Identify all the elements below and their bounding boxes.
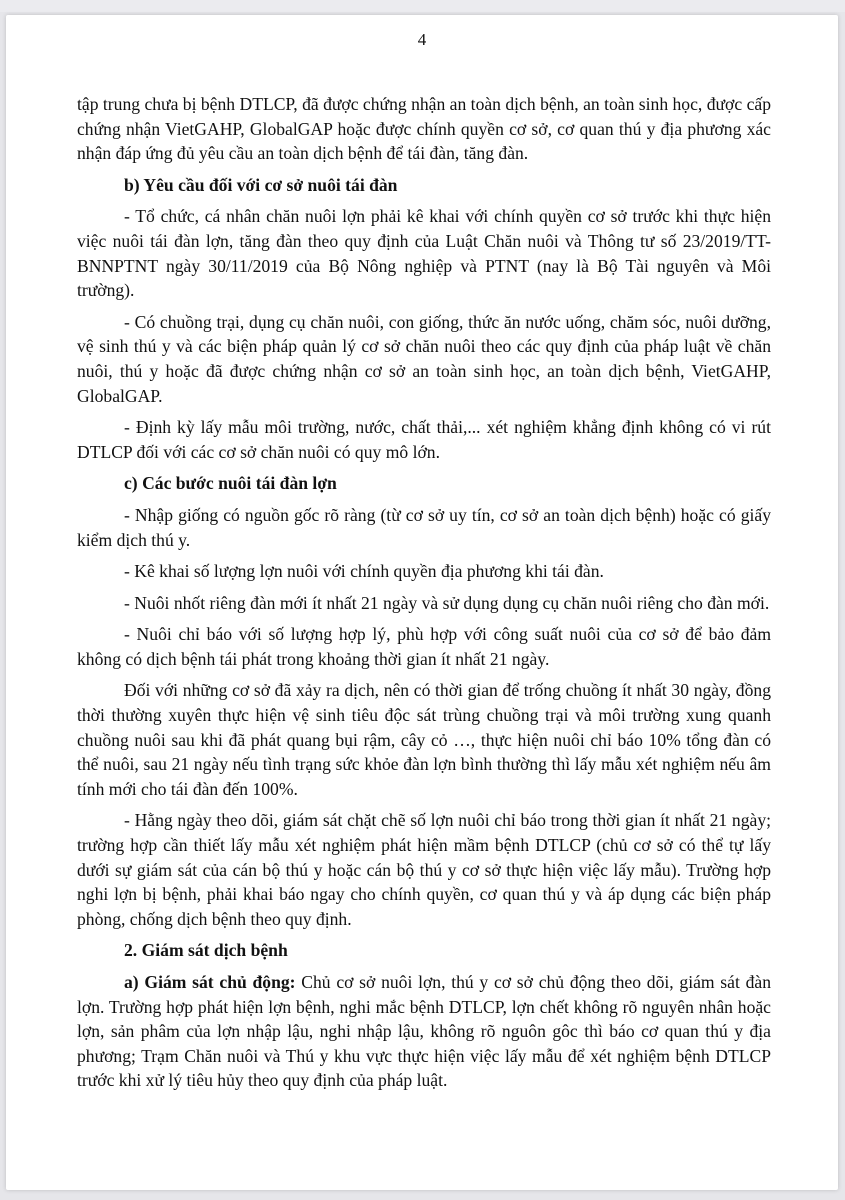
paragraph-c5: Đối với những cơ sở đã xảy ra dịch, nên có thời gian để trống chuồng ít nhất 30 ngày, đồng thời thường xuyên thực hiện vệ sinh tiêu độc sát trùng chuồng trại và môi trường xung quanh chuồng nuôi sau khi đã phát quang bụi rậm, cây cỏ …, thực hiện nuôi chỉ báo 10% tổng đàn có thể nuôi, sau 21 ngày nếu tình trạng sức khỏe đàn lợn bình thường thì lấy mẫu xét nghiệm nếu âm tính mới cho tái đàn đến 100%. bbox=[77, 680, 771, 799]
paragraph-a-text: Chủ cơ sở nuôi lợn, thú y cơ sở chủ động theo dõi, giám sát đàn lợn. Trường hợp phát hiện lợn bệnh, nghi mắc bệnh DTLCP, lợn chết không rõ nguyên nhân hoặc lợn, sản phâm của lợn nhập lậu, nghi nhập lậu, không rõ nguôn gôc thì báo cơ quan thú y địa phương; Trạm Chăn nuôi và Thú y khu vực thực hiện việc lấy mẫu để xét nghiệm bệnh DTLCP trước khi xử lý tiêu hủy theo quy định của pháp luật. bbox=[77, 972, 771, 1091]
section-heading-2: 2. Giám sát dịch bệnh bbox=[124, 940, 288, 961]
paragraph-c6: - Hằng ngày theo dõi, giám sát chặt chẽ số lợn nuôi chỉ báo trong thời gian ít nhất 21 ngày; trường hợp cần thiết lấy mẫu xét nghiệm phát hiện mầm bệnh DTLCP (chủ cơ sở có thể tự lấy dưới sự giám sát của cán bộ thú y hoặc cán bộ thú y cơ sở thực hiện việc lấy mẫu). Trường hợp nghi lợn bị bệnh, phải khai báo ngay cho chính quyền, cơ quan thú y và áp dụng các biện pháp phòng, chống dịch bệnh theo quy định. bbox=[77, 810, 771, 929]
page-content bbox=[77, 92, 771, 1100]
paragraph-c3: - Nuôi nhốt riêng đàn mới ít nhất 21 ngày và sử dụng dụng cụ chăn nuôi riêng cho đàn mới. bbox=[124, 592, 770, 613]
viewer-top-bar bbox=[0, 0, 845, 12]
paragraph-b3: - Định kỳ lấy mẫu môi trường, nước, chất thải,... xét nghiệm khẳng định không có vi rút DTLCP đối với các cơ sở chăn nuôi có quy mô lớn. bbox=[77, 417, 771, 462]
page-number: 4 bbox=[417, 30, 427, 49]
paragraph-c2: - Kê khai số lượng lợn nuôi với chính quyền địa phương khi tái đàn. bbox=[124, 561, 604, 582]
document-page bbox=[6, 15, 838, 1190]
section-heading-c: c) Các bước nuôi tái đàn lợn bbox=[124, 473, 337, 494]
paragraph-continuation: tập trung chưa bị bệnh DTLCP, đã được chứng nhận an toàn dịch bệnh, an toàn sinh học, được cấp chứng nhận VietGAHP, GlobalGAP hoặc được chính quyền cơ sở, cơ quan thú y địa phương xác nhận đáp ứng đủ yêu cầu an toàn dịch bệnh để tái đàn, tăng đàn. bbox=[77, 94, 771, 164]
paragraph-b2: - Có chuồng trại, dụng cụ chăn nuôi, con giống, thức ăn nước uống, chăm sóc, nuôi dưỡng, vệ sinh thú y và các biện pháp quản lý cơ sở chăn nuôi theo các quy định của pháp luật về chăn nuôi, thú y hoặc đã được chứng nhận cơ sở an toàn sinh học, an toàn dịch bệnh, VietGAHP, GlobalGAP. bbox=[77, 311, 771, 406]
paragraph-a-label: a) Giám sát chủ động: bbox=[124, 972, 296, 992]
paragraph-c1: - Nhập giống có nguồn gốc rõ ràng (từ cơ sở uy tín, cơ sở an toàn dịch bệnh) hoặc có giấy kiểm dịch thú y. bbox=[77, 504, 771, 550]
paragraph-a-active-surveillance bbox=[77, 970, 771, 1093]
paragraph-b1: - Tổ chức, cá nhân chăn nuôi lợn phải kê khai với chính quyền cơ sở trước khi thực hiện việc nuôi tái đàn lợn, tăng đàn theo quy định của Luật Chăn nuôi và Thông tư số 23/2019/TT-BNNPTNT ngày 30/11/2019 của Bộ Nông nghiệp và PTNT (nay là Bộ Tài nguyên và Môi trường). bbox=[77, 206, 771, 301]
section-heading-b: b) Yêu cầu đối với cơ sở nuôi tái đàn bbox=[124, 174, 398, 195]
paragraph-c4: - Nuôi chỉ báo với số lượng hợp lý, phù hợp với công suất nuôi của cơ sở để bảo đảm không có dịch bệnh tái phát trong khoảng thời gian ít nhất 21 ngày. bbox=[77, 624, 771, 669]
